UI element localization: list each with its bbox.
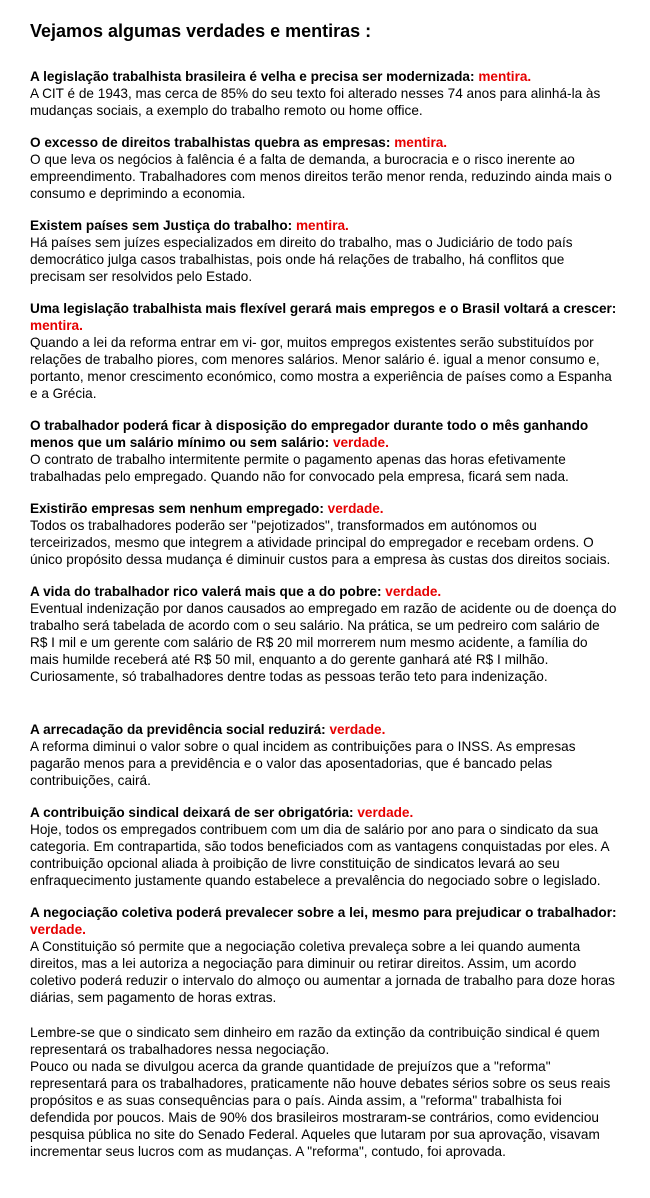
- closing-paragraph: Lembre-se que o sindicato sem dinheiro em razão da extinção da contribuição sindical é quem representará os trabalhadores nessa negociação.: [30, 1025, 600, 1057]
- claim-explanation: Hoje, todos os empregados contribuem com um dia de salário por ano para o sindicato da sua categoria. Em contrapartida, são todos beneficiados com as vantagens conquistadas por eles. A contribuição opcional aliada à proibição de livre constituição de sindicatos levará ao seu enfraquecimento justamente quando estabelece a prevalência do negociado sobre o legislado.: [30, 822, 609, 888]
- claim-statement: [30, 583, 620, 600]
- closing-section: [30, 1024, 620, 1160]
- claim-statement: [30, 134, 620, 151]
- claim-explanation: O contrato de trabalho intermitente permite o pagamento apenas das horas efetivamente trabalhadas pelo empregado. Quando não for convocado pela empresa, ficará sem nada.: [30, 452, 569, 484]
- claim-text: A vida do trabalhador rico valerá mais que a do pobre:: [30, 584, 382, 599]
- claim-statement: [30, 300, 620, 334]
- truth-or-lie-item: [30, 804, 620, 889]
- truth-or-lie-item: [30, 583, 620, 685]
- claim-explanation: O que leva os negócios à falência é a falta de demanda, a burocracia e o risco inerente ao empreendimento. Trabalhadores com menos direitos terão menor renda, reduzindo ainda mais o consumo e deprimindo a economia.: [30, 152, 612, 201]
- claim-statement: [30, 217, 620, 234]
- claim-statement: [30, 417, 620, 451]
- claim-explanation: A CIT é de 1943, mas cerca de 85% do seu texto foi alterado nesses 74 anos para alinhá-la às mudanças sociais, a exemplo do trabalho remoto ou home office.: [30, 86, 601, 118]
- verdict-label: verdade.: [332, 435, 389, 450]
- verdict-label: verdade.: [385, 584, 442, 599]
- claim-text: O excesso de direitos trabalhistas quebra as empresas:: [30, 135, 391, 150]
- truth-or-lie-item: [30, 417, 620, 485]
- claim-statement: [30, 904, 620, 938]
- verdict-label: verdade.: [329, 722, 386, 737]
- truth-or-lie-item: [30, 134, 620, 202]
- claim-text: A legislação trabalhista brasileira é velha e precisa ser modernizada:: [30, 69, 475, 84]
- claim-text: A contribuição sindical deixará de ser obrigatória:: [30, 805, 354, 820]
- truth-or-lie-item: [30, 904, 620, 1006]
- truth-or-lie-item: [30, 500, 620, 568]
- verdict-label: verdade.: [357, 805, 414, 820]
- claim-explanation: Quando a lei da reforma entrar em vi- gor, muitos empregos existentes serão substituídos por relações de trabalho piores, com menores salários. Menor salário é. igual a menor consumo e, portanto, menor crescimento económico, como mostra a experiência de países como a Espanha e a Grécia.: [30, 335, 612, 401]
- verdict-label: mentira.: [30, 318, 83, 333]
- truth-or-lie-item: [30, 300, 620, 402]
- truth-or-lie-item: [30, 68, 620, 119]
- claim-text: O trabalhador poderá ficar à disposição do empregador durante todo o mês ganhando menos que um salário mínimo ou sem salário:: [30, 418, 589, 450]
- verdict-label: mentira.: [295, 218, 349, 233]
- claim-statement: [30, 500, 620, 517]
- verdict-label: mentira.: [394, 135, 448, 150]
- verdict-label: verdade.: [30, 922, 86, 937]
- claim-text: A negociação coletiva poderá prevalecer sobre a lei, mesmo para prejudicar o trabalhador:: [30, 905, 617, 920]
- claim-explanation: Há países sem juízes especializados em direito do trabalho, mas o Judiciário de todo país democrático julga casos trabalhistas, pois onde há relações de trabalho, há conflitos que precisam ser resolvidos pelo Estado.: [30, 235, 573, 284]
- verdict-label: verdade.: [327, 501, 384, 516]
- claim-explanation: Todos os trabalhadores poderão ser "pejotizados", transformados em autónomos ou terceirizados, mesmo que integrem a atividade principal do empregador e recebam ordens. O único propósito dessa mudança é diminuir custos para a empresa às custas dos direitos sociais.: [30, 518, 611, 567]
- closing-paragraph: Pouco ou nada se divulgou acerca da grande quantidade de prejuízos que a "reforma" representará para os trabalhadores, praticamente não houve debates sérios sobre os seus reais propósitos e as suas consequências para o país. Ainda assim, a "reforma" trabalhista foi defendida por poucos. Mais de 90% dos brasileiros mostraram-se contrários, como evidenciou pesquisa pública no site do Senado Federal. Aqueles que lutaram por sua aprovação, visavam incrementar seus lucros com as mudanças. A "reforma", contudo, foi aprovada.: [30, 1059, 611, 1159]
- claim-text: Existirão empresas sem nenhum empregado:: [30, 501, 324, 516]
- claim-statement: [30, 721, 620, 738]
- claim-explanation: Eventual indenização por danos causados ao empregado em razão de acidente ou de doença do trabalho será tabelada de acordo com o seu salário. Na prática, se um pedreiro com salário de R$ I mil e um gerente com salário de R$ 20 mil morrerem num mesmo acidente, a família do mais humilde receberá até R$ 50 mil, enquanto a do gerente ganhará até R$ I milhão. Curiosamente, só trabalhadores dentre todas as pessoas terão teto para indenização.: [30, 601, 617, 684]
- claim-explanation: A Constituição só permite que a negociação coletiva prevaleça sobre a lei quando aumenta direitos, mas a lei autoriza a negociação para diminuir ou retirar direitos. Assim, um acordo coletivo poderá reduzir o intervalo do almoço ou aumentar a jornada de trabalho para doze horas diárias, sem pagamento de horas extras.: [30, 939, 615, 1005]
- claim-statement: [30, 68, 620, 85]
- claim-statement: [30, 804, 620, 821]
- claim-text: A arrecadação da previdência social reduzirá:: [30, 722, 326, 737]
- verdict-label: mentira.: [478, 69, 532, 84]
- claim-explanation: A reforma diminui o valor sobre o qual incidem as contribuições para o INSS. As empresas pagarão menos para a previdência e o valor das aposentadorias, que é bancado pelas contribuições, cairá.: [30, 739, 576, 788]
- truth-or-lie-item: [30, 217, 620, 285]
- truth-or-lie-item: [30, 721, 620, 789]
- claim-text: Existem países sem Justiça do trabalho:: [30, 218, 293, 233]
- page-title: Vejamos algumas verdades e mentiras :: [30, 21, 372, 41]
- claim-text: Uma legislação trabalhista mais flexível gerará mais empregos e o Brasil voltará a crescer:: [30, 301, 617, 316]
